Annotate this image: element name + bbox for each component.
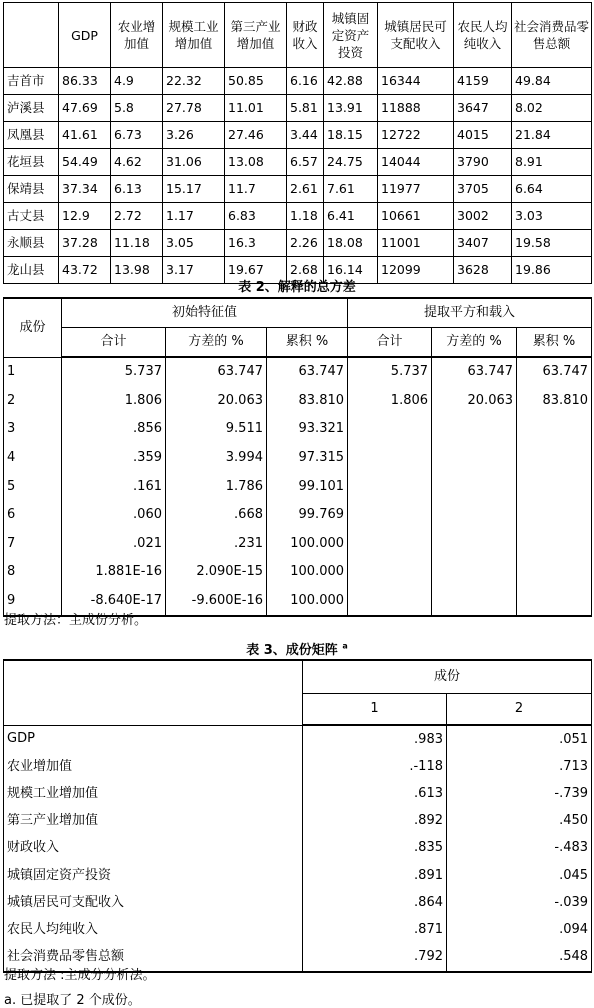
column-header: GDP (59, 3, 111, 68)
table-row (4, 122, 592, 149)
data-cell (432, 530, 517, 559)
data-cell (432, 501, 517, 530)
data-cell: 13.08 (225, 149, 287, 176)
data-cell (517, 444, 592, 473)
data-cell: 3628 (454, 257, 512, 284)
data-cell: .161 (62, 472, 166, 501)
data-cell: 16344 (378, 68, 454, 95)
data-cell: .045 (447, 862, 592, 889)
data-cell (348, 530, 432, 559)
data-cell: .450 (447, 808, 592, 835)
region-name: 古丈县 (4, 203, 59, 230)
data-cell: .792 (303, 944, 447, 972)
data-cell: -.039 (447, 889, 592, 916)
table-row (4, 501, 592, 530)
data-cell: 27.46 (225, 122, 287, 149)
table-row (4, 230, 592, 257)
data-cell: 4.9 (111, 68, 163, 95)
data-cell: .668 (166, 501, 267, 530)
data-cell (517, 587, 592, 617)
data-cell: 16.14 (324, 257, 378, 284)
data-cell: 63.747 (267, 357, 348, 387)
data-cell: .983 (303, 725, 447, 753)
data-cell: 6.83 (225, 203, 287, 230)
data-cell: 99.769 (267, 501, 348, 530)
component-number: 5 (4, 472, 62, 501)
table-row (4, 753, 592, 780)
data-cell: .060 (62, 501, 166, 530)
component-number: 6 (4, 501, 62, 530)
data-cell: .094 (447, 916, 592, 943)
data-cell: 83.810 (517, 387, 592, 416)
data-cell: 12.9 (59, 203, 111, 230)
data-cell: 5.737 (348, 357, 432, 387)
data-cell: 2.26 (287, 230, 324, 257)
table-row (4, 415, 592, 444)
data-cell: 13.91 (324, 95, 378, 122)
sub-header: 合计 (62, 328, 166, 358)
data-cell: 3647 (454, 95, 512, 122)
variable-name: GDP (4, 725, 303, 753)
data-cell: 3407 (454, 230, 512, 257)
data-cell: .835 (303, 835, 447, 862)
table-row (4, 530, 592, 559)
data-cell: 19.58 (512, 230, 592, 257)
data-cell: 93.321 (267, 415, 348, 444)
data-cell: 9.511 (166, 415, 267, 444)
data-cell: .-118 (303, 753, 447, 780)
data-cell: 13.98 (111, 257, 163, 284)
sub-header: 方差的 % (432, 328, 517, 358)
table3-note-method: 提取方法 :主成分分析法。 (4, 968, 156, 983)
data-cell: 3.03 (512, 203, 592, 230)
data-cell (348, 444, 432, 473)
table-row (4, 558, 592, 587)
table-row (4, 149, 592, 176)
table3-caption-footnote-mark: a (342, 641, 348, 651)
data-cell: 1.17 (163, 203, 225, 230)
data-cell: 1.806 (348, 387, 432, 416)
data-cell: 100.000 (267, 558, 348, 587)
component-number: 7 (4, 530, 62, 559)
data-cell: 24.75 (324, 149, 378, 176)
data-cell: 15.17 (163, 176, 225, 203)
variable-name: 第三产业增加值 (4, 808, 303, 835)
component-number-header: 1 (303, 694, 447, 726)
column-header: 农业增加值 (111, 3, 163, 68)
table-row (4, 357, 592, 387)
column-header: 城镇固定资产投资 (324, 3, 378, 68)
data-cell: 6.64 (512, 176, 592, 203)
table-row (4, 444, 592, 473)
data-cell: 6.13 (111, 176, 163, 203)
component-number: 4 (4, 444, 62, 473)
table-row (4, 862, 592, 889)
column-header: 第三产业增加值 (225, 3, 287, 68)
data-cell: .891 (303, 862, 447, 889)
data-cell: 11.01 (225, 95, 287, 122)
table-row (4, 835, 592, 862)
data-cell (348, 415, 432, 444)
data-cell: 1.806 (62, 387, 166, 416)
data-cell: 47.69 (59, 95, 111, 122)
data-cell: 1.18 (287, 203, 324, 230)
data-cell: 3.994 (166, 444, 267, 473)
data-cell: 11.18 (111, 230, 163, 257)
table2-caption: 表 2、解释的总方差 (238, 280, 356, 295)
data-cell (432, 415, 517, 444)
data-cell: 5.8 (111, 95, 163, 122)
data-cell: 22.32 (163, 68, 225, 95)
data-cell: 42.88 (324, 68, 378, 95)
table-row (4, 176, 592, 203)
table-row (4, 472, 592, 501)
data-cell: 2.090E-15 (166, 558, 267, 587)
table-row (4, 808, 592, 835)
sub-header: 方差的 % (166, 328, 267, 358)
data-cell: 3.05 (163, 230, 225, 257)
component-number-header: 2 (447, 694, 592, 726)
initial-eigenvalues-header: 初始特征值 (62, 298, 348, 328)
data-cell: .856 (62, 415, 166, 444)
data-cell: .051 (447, 725, 592, 753)
data-cell: 5.81 (287, 95, 324, 122)
data-cell: -9.600E-16 (166, 587, 267, 617)
data-cell: 11977 (378, 176, 454, 203)
variable-name: 农业增加值 (4, 753, 303, 780)
component-number: 2 (4, 387, 62, 416)
data-cell: .548 (447, 944, 592, 972)
data-cell: 7.61 (324, 176, 378, 203)
data-cell: 6.41 (324, 203, 378, 230)
table-row (4, 725, 592, 753)
data-cell: 27.78 (163, 95, 225, 122)
data-cell (348, 587, 432, 617)
column-header: 农民人均纯收入 (454, 3, 512, 68)
data-cell (348, 558, 432, 587)
data-cell: 18.08 (324, 230, 378, 257)
table3-note-extracted: a. 已提取了 2 个成份。 (4, 993, 141, 1008)
data-cell: 19.86 (512, 257, 592, 284)
region-name: 龙山县 (4, 257, 59, 284)
table-row (4, 203, 592, 230)
data-cell: .871 (303, 916, 447, 943)
data-cell (432, 472, 517, 501)
data-cell: 16.3 (225, 230, 287, 257)
data-cell: 19.67 (225, 257, 287, 284)
data-cell: 10661 (378, 203, 454, 230)
column-header (4, 3, 59, 68)
data-cell: 12722 (378, 122, 454, 149)
data-cell (517, 472, 592, 501)
data-cell: 3705 (454, 176, 512, 203)
data-cell: 18.15 (324, 122, 378, 149)
data-cell: 6.57 (287, 149, 324, 176)
data-cell: 5.737 (62, 357, 166, 387)
extraction-loadings-header: 提取平方和载入 (348, 298, 592, 328)
data-cell: 3.17 (163, 257, 225, 284)
sub-header: 累积 % (517, 328, 592, 358)
data-cell: 1.786 (166, 472, 267, 501)
data-cell: 6.16 (287, 68, 324, 95)
data-cell: 11888 (378, 95, 454, 122)
data-cell: .892 (303, 808, 447, 835)
region-name: 凤凰县 (4, 122, 59, 149)
data-cell: 11.7 (225, 176, 287, 203)
data-cell: 63.747 (432, 357, 517, 387)
column-header: 城镇居民可支配收入 (378, 3, 454, 68)
data-cell: 97.315 (267, 444, 348, 473)
data-cell: .864 (303, 889, 447, 916)
data-cell (348, 472, 432, 501)
variance-explained-table (3, 297, 592, 617)
data-cell: .613 (303, 780, 447, 807)
data-cell: .359 (62, 444, 166, 473)
table3-caption (0, 639, 594, 658)
data-cell (517, 415, 592, 444)
data-cell: 3.44 (287, 122, 324, 149)
data-cell (517, 501, 592, 530)
data-cell: 6.73 (111, 122, 163, 149)
component-number: 3 (4, 415, 62, 444)
component-matrix-table (3, 659, 592, 973)
data-cell: 14044 (378, 149, 454, 176)
data-cell (432, 558, 517, 587)
data-cell: 49.84 (512, 68, 592, 95)
variable-name: 社会消费品零售总额 (4, 944, 303, 972)
data-cell (348, 501, 432, 530)
table2-note: 提取方法：主成份分析。 (4, 613, 148, 628)
data-cell: 20.063 (432, 387, 517, 416)
data-cell: -.483 (447, 835, 592, 862)
table-row (4, 780, 592, 807)
sub-header: 合计 (348, 328, 432, 358)
table-row (4, 95, 592, 122)
data-cell: 2.61 (287, 176, 324, 203)
table-row (4, 387, 592, 416)
data-cell: 21.84 (512, 122, 592, 149)
data-cell: 37.28 (59, 230, 111, 257)
column-header: 财政收入 (287, 3, 324, 68)
table-header-row (4, 3, 592, 68)
matrix-corner (4, 660, 303, 725)
component-group-header: 成份 (303, 660, 592, 694)
component-number: 1 (4, 357, 62, 387)
data-cell: -.739 (447, 780, 592, 807)
data-cell: 12099 (378, 257, 454, 284)
variable-name: 城镇固定资产投资 (4, 862, 303, 889)
variable-name: 城镇居民可支配收入 (4, 889, 303, 916)
data-cell: 63.747 (166, 357, 267, 387)
region-name: 泸溪县 (4, 95, 59, 122)
data-cell: 8.91 (512, 149, 592, 176)
region-name: 吉首市 (4, 68, 59, 95)
column-header: 规模工业增加值 (163, 3, 225, 68)
data-cell: 1.881E-16 (62, 558, 166, 587)
table3-caption-text: 表 3、成份矩阵 (246, 643, 338, 658)
column-header: 社会消费品零售总额 (512, 3, 592, 68)
data-cell: 3.26 (163, 122, 225, 149)
data-cell: 63.747 (517, 357, 592, 387)
regional-economy-table (3, 2, 592, 284)
data-cell (432, 444, 517, 473)
sub-header: 累积 % (267, 328, 348, 358)
table-row (4, 889, 592, 916)
component-header: 成份 (4, 298, 62, 357)
data-cell (517, 530, 592, 559)
component-number: 8 (4, 558, 62, 587)
data-cell: .713 (447, 753, 592, 780)
data-cell: 3002 (454, 203, 512, 230)
data-cell (432, 587, 517, 617)
variable-name: 财政收入 (4, 835, 303, 862)
data-cell: 99.101 (267, 472, 348, 501)
data-cell: 8.02 (512, 95, 592, 122)
table-row (4, 916, 592, 943)
region-name: 永顺县 (4, 230, 59, 257)
data-cell: 83.810 (267, 387, 348, 416)
table-row (4, 68, 592, 95)
data-cell: -8.640E-17 (62, 587, 166, 617)
data-cell: 31.06 (163, 149, 225, 176)
data-cell: 11001 (378, 230, 454, 257)
data-cell: 3790 (454, 149, 512, 176)
data-cell: .231 (166, 530, 267, 559)
data-cell: 20.063 (166, 387, 267, 416)
data-cell: 86.33 (59, 68, 111, 95)
data-cell: 100.000 (267, 530, 348, 559)
data-cell: 4.62 (111, 149, 163, 176)
region-name: 保靖县 (4, 176, 59, 203)
variable-name: 农民人均纯收入 (4, 916, 303, 943)
data-cell: 2.68 (287, 257, 324, 284)
data-cell: 43.72 (59, 257, 111, 284)
data-cell: 54.49 (59, 149, 111, 176)
data-cell: 4015 (454, 122, 512, 149)
data-cell: 41.61 (59, 122, 111, 149)
data-cell: 100.000 (267, 587, 348, 617)
variable-name: 规模工业增加值 (4, 780, 303, 807)
data-cell: 37.34 (59, 176, 111, 203)
data-cell: 4159 (454, 68, 512, 95)
component-number: 9 (4, 587, 62, 617)
data-cell (517, 558, 592, 587)
data-cell: 50.85 (225, 68, 287, 95)
data-cell: .021 (62, 530, 166, 559)
data-cell: 2.72 (111, 203, 163, 230)
region-name: 花垣县 (4, 149, 59, 176)
